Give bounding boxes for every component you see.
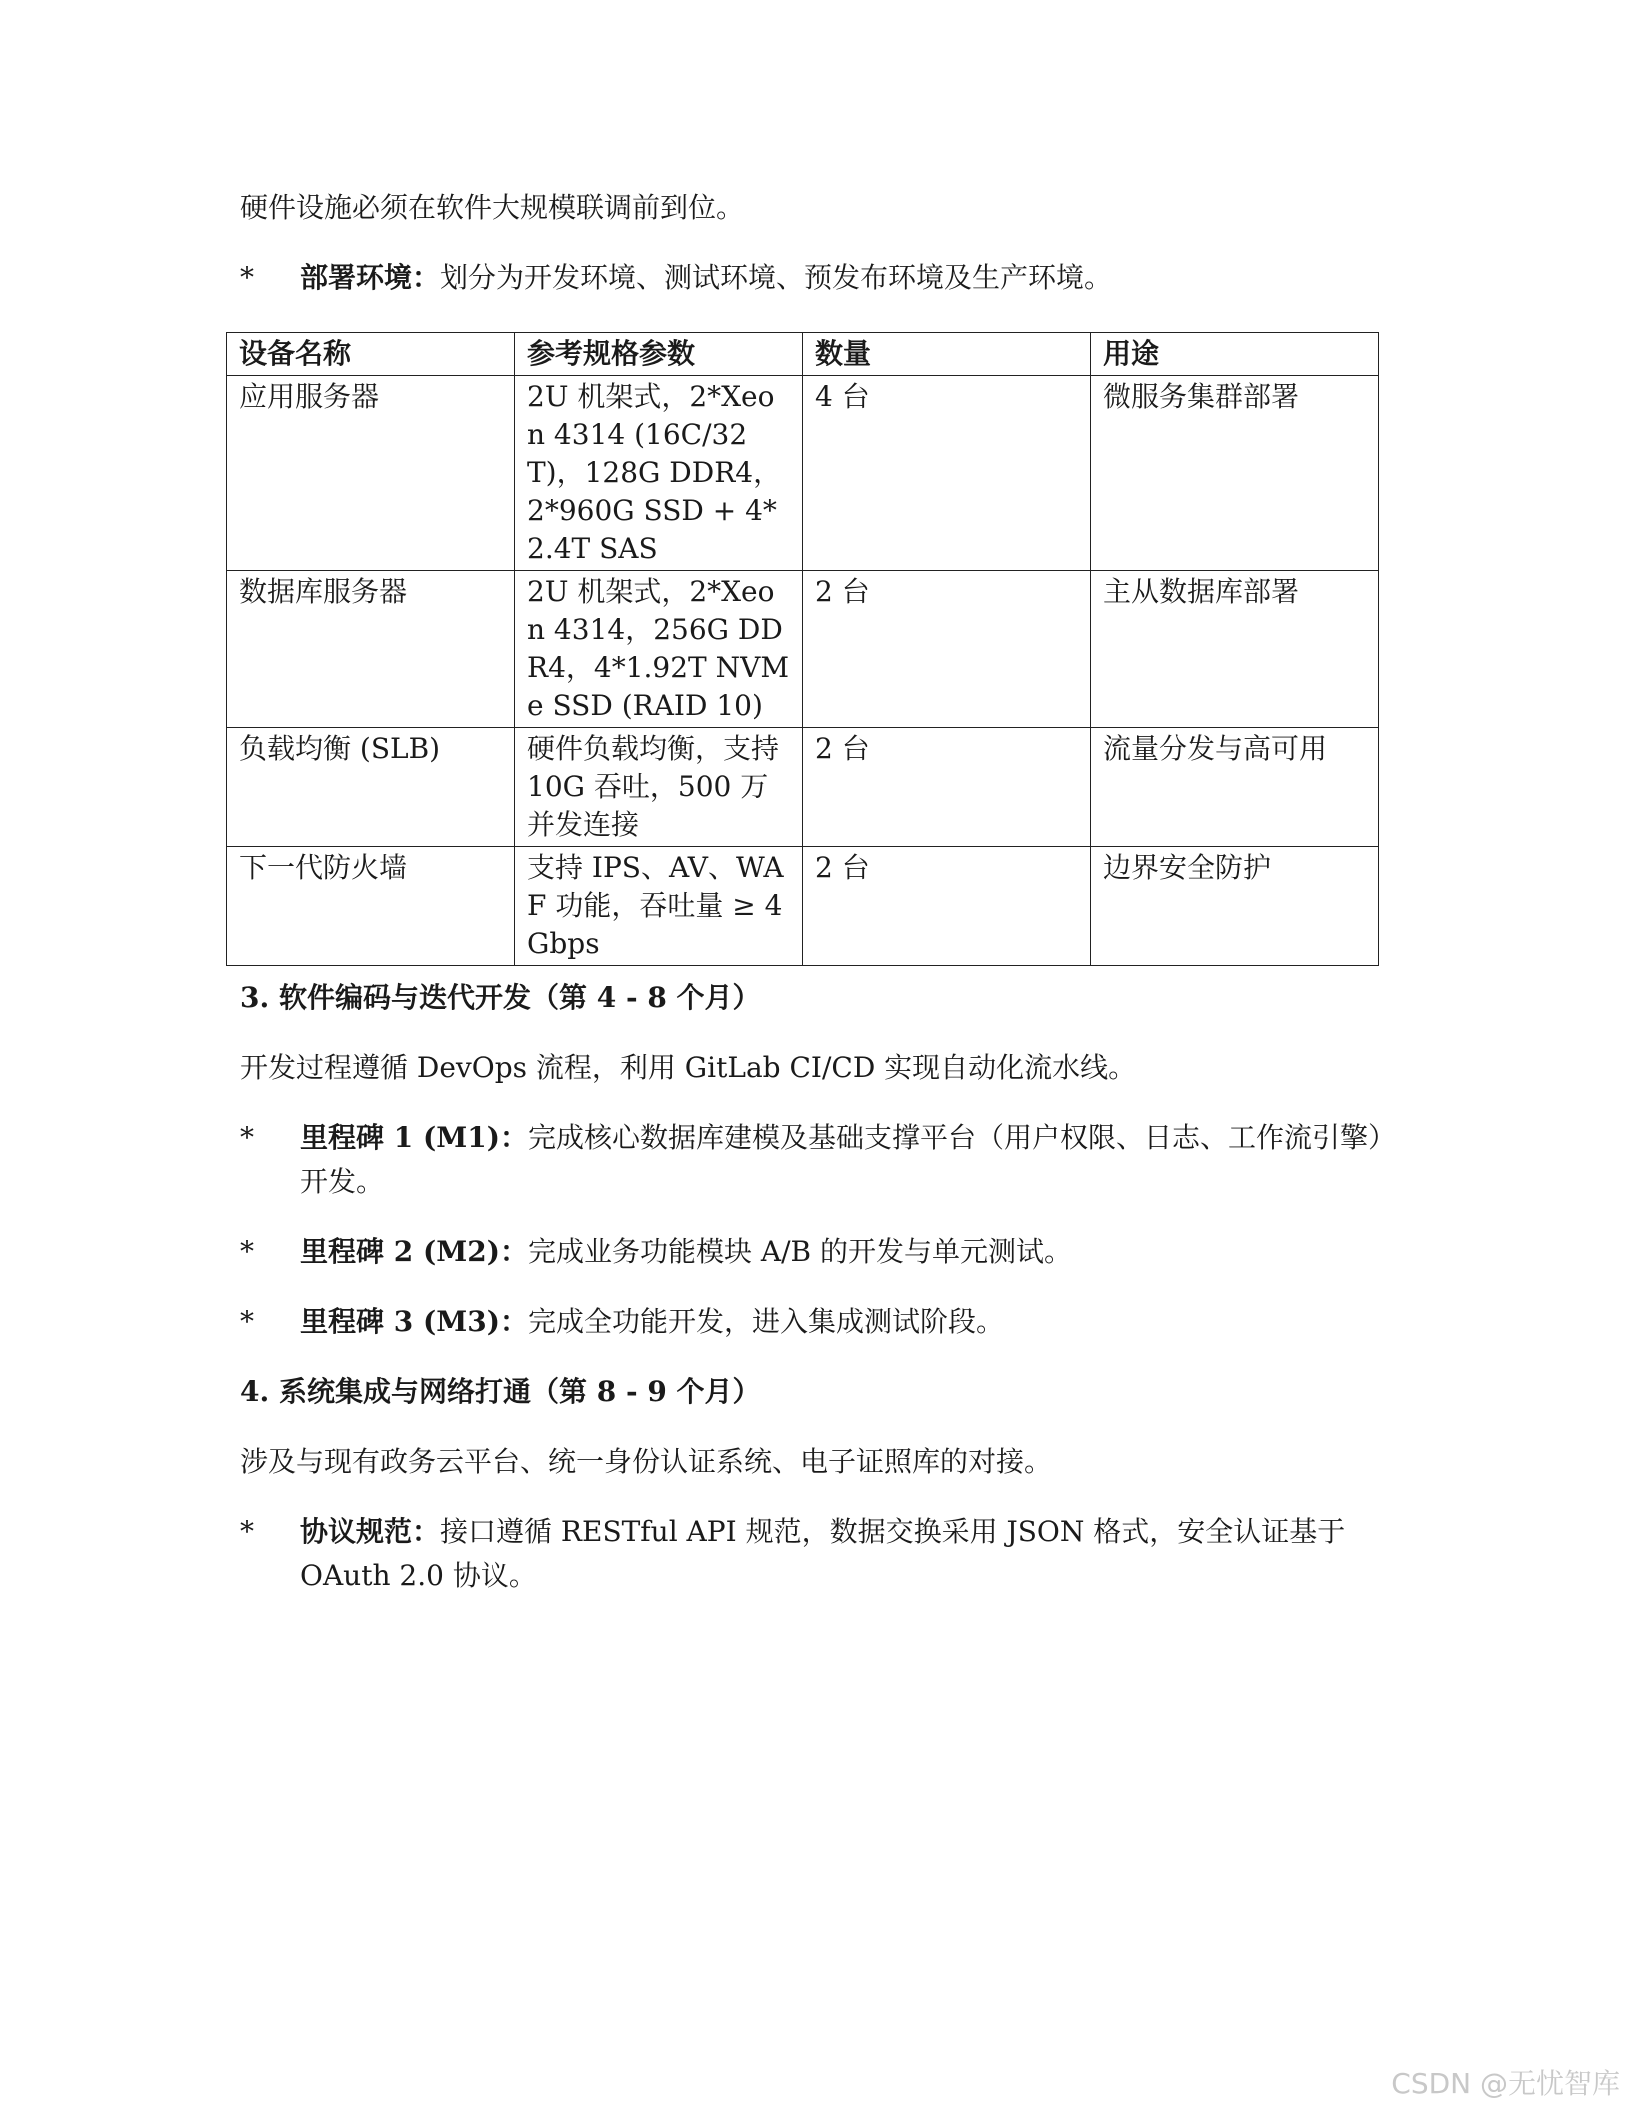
m1-label: 里程碑 1 (M1)： bbox=[300, 1121, 528, 1154]
cell-spec: 支持 IPS、AV、WAF 功能，吞吐量 ≥ 4Gbps bbox=[515, 847, 803, 966]
table-row bbox=[227, 571, 1379, 728]
table-row bbox=[227, 728, 1379, 847]
cell-use: 微服务集群部署 bbox=[1091, 376, 1379, 571]
table-header-row bbox=[227, 333, 1379, 376]
header-usage: 用途 bbox=[1091, 333, 1379, 376]
m1-text: 完成核心数据库建模及基础支撑平台（用户权限、日志、工作流引擎）开发。 bbox=[300, 1121, 1382, 1198]
milestone-3 bbox=[240, 1300, 1392, 1344]
cell-use: 流量分发与高可用 bbox=[1091, 728, 1379, 847]
header-device-name: 设备名称 bbox=[227, 333, 515, 376]
header-quantity: 数量 bbox=[803, 333, 1091, 376]
bullet-mark: * bbox=[240, 261, 254, 294]
milestone-1 bbox=[240, 1116, 1392, 1204]
cell-name: 负载均衡 (SLB) bbox=[227, 728, 515, 847]
bullet-mark: * bbox=[240, 1305, 254, 1338]
cell-name: 下一代防火墙 bbox=[227, 847, 515, 966]
protocol-text: 接口遵循 RESTful API 规范，数据交换采用 JSON 格式，安全认证基于 OAuth 2.0 协议。 bbox=[300, 1515, 1346, 1592]
section4-intro: 涉及与现有政务云平台、统一身份认证系统、电子证照库的对接。 bbox=[240, 1445, 1053, 1478]
section3-intro: 开发过程遵循 DevOps 流程，利用 GitLab CI/CD 实现自动化流水线。 bbox=[240, 1051, 1137, 1084]
deploy-bullet bbox=[240, 256, 1392, 300]
bullet-mark: * bbox=[240, 1515, 254, 1548]
deploy-label: 部署环境： bbox=[300, 261, 441, 294]
intro-line: 硬件设施必须在软件大规模联调前到位。 bbox=[240, 191, 745, 224]
equipment-table-wrap bbox=[226, 332, 1379, 966]
m3-label: 里程碑 3 (M3)： bbox=[300, 1305, 528, 1338]
table-row bbox=[227, 376, 1379, 571]
intro-block bbox=[240, 186, 1392, 326]
cell-spec: 2U 机架式，2*Xeon 4314，256G DDR4，4*1.92T NVMe SSD (RAID 10) bbox=[515, 571, 803, 728]
header-spec: 参考规格参数 bbox=[515, 333, 803, 376]
cell-use: 主从数据库部署 bbox=[1091, 571, 1379, 728]
cell-qty: 2 台 bbox=[803, 571, 1091, 728]
bullet-mark: * bbox=[240, 1235, 254, 1268]
cell-qty: 4 台 bbox=[803, 376, 1091, 571]
section4-heading: 4. 系统集成与网络打通（第 8 - 9 个月） bbox=[240, 1375, 761, 1408]
m2-label: 里程碑 2 (M2)： bbox=[300, 1235, 528, 1268]
m2-text: 完成业务功能模块 A/B 的开发与单元测试。 bbox=[527, 1235, 1072, 1268]
deploy-text: 划分为开发环境、测试环境、预发布环境及生产环境。 bbox=[440, 261, 1113, 294]
sections-block bbox=[240, 976, 1392, 1624]
cell-name: 应用服务器 bbox=[227, 376, 515, 571]
protocol-label: 协议规范： bbox=[300, 1515, 441, 1548]
cell-qty: 2 台 bbox=[803, 728, 1091, 847]
cell-qty: 2 台 bbox=[803, 847, 1091, 966]
equipment-table bbox=[226, 332, 1379, 966]
cell-spec: 2U 机架式，2*Xeon 4314 (16C/32T)，128G DDR4，2*960G SSD + 4*2.4T SAS bbox=[515, 376, 803, 571]
section3-heading: 3. 软件编码与迭代开发（第 4 - 8 个月） bbox=[240, 981, 761, 1014]
cell-use: 边界安全防护 bbox=[1091, 847, 1379, 966]
m3-text: 完成全功能开发，进入集成测试阶段。 bbox=[527, 1305, 1004, 1338]
milestone-2 bbox=[240, 1230, 1392, 1274]
protocol-bullet bbox=[240, 1510, 1392, 1598]
bullet-mark: * bbox=[240, 1121, 254, 1154]
csdn-watermark: CSDN @无忧智库 bbox=[1391, 2067, 1620, 2100]
cell-spec: 硬件负载均衡，支持 10G 吞吐，500 万并发连接 bbox=[515, 728, 803, 847]
cell-name: 数据库服务器 bbox=[227, 571, 515, 728]
table-row bbox=[227, 847, 1379, 966]
